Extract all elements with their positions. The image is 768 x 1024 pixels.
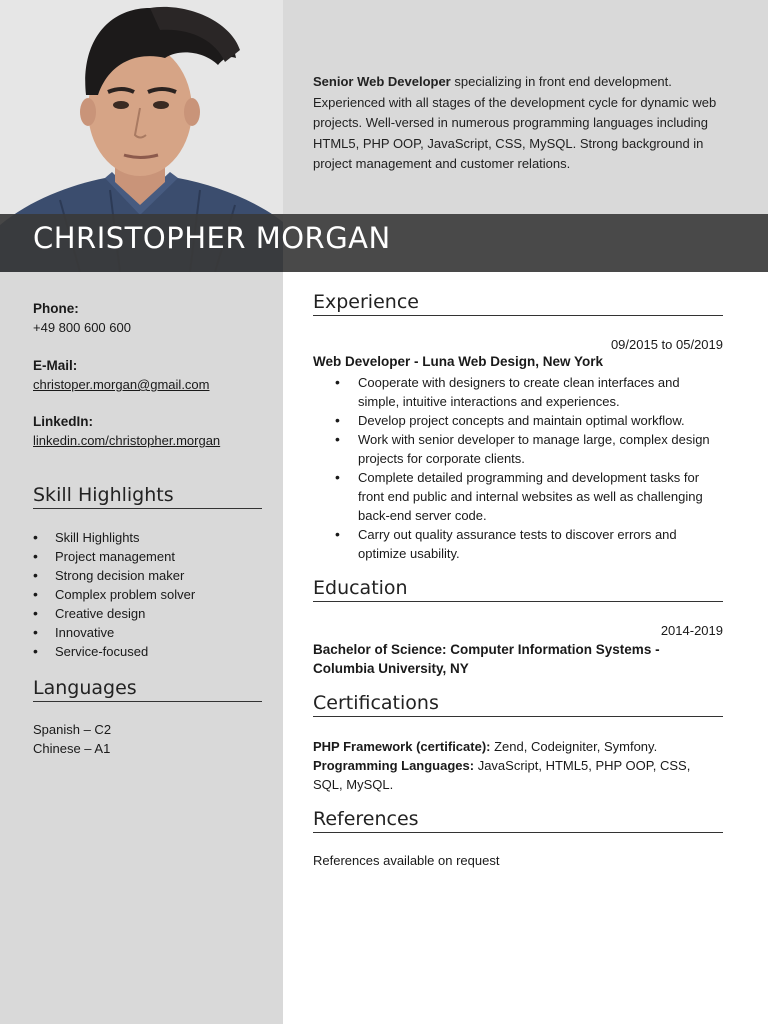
references-heading: References [313, 808, 723, 833]
certification-label: PHP Framework (certificate): [313, 739, 491, 754]
list-item: • Cooperate with designers to create clean interfaces and simple, intuitive interactions and experiences. [313, 373, 723, 411]
education-degree: Bachelor of Science: Computer Information Systems - Columbia University, NY [313, 642, 660, 676]
skills-heading: Skill Highlights [33, 484, 262, 509]
list-item: • Develop project concepts and maintain optimal workflow. [313, 411, 723, 430]
education-date: 2014-2019 [660, 623, 723, 638]
candidate-name: CHRISTOPHER MORGAN [33, 221, 391, 255]
certifications-heading: Certifications [313, 692, 723, 717]
duties-list [313, 373, 723, 563]
references-text: References available on request [313, 853, 500, 868]
linkedin-link[interactable]: linkedin.com/christopher.morgan [33, 433, 221, 448]
certification-entry [313, 737, 723, 756]
summary-text: specializing in front end development. Experienced with all stages of the development cycle for dynamic web projects. Well-versed in numerous programming languages including HTML5, PHP OOP, JavaScript, CSS, MySQL. Strong background in project management and customer relations. [313, 74, 717, 171]
certification-value: JavaScript, HTML5, PHP OOP, CSS, SQL, MySQL. [313, 758, 691, 792]
experience-heading: Experience [313, 291, 723, 316]
list-item: • Skill Highlights [33, 528, 195, 547]
experience-date: 09/2015 to 05/2019 [610, 337, 723, 352]
list-item: • Strong decision maker [33, 566, 195, 585]
language-item: Spanish – C2 [33, 722, 112, 737]
language-item: Chinese – A1 [33, 741, 111, 756]
job-title: Web Developer - Luna Web Design, New York [313, 354, 604, 369]
phone-value: +49 800 600 600 [33, 320, 131, 335]
certification-value: Zend, Codeigniter, Symfony. [490, 739, 658, 754]
phone-label: Phone: [33, 301, 79, 316]
list-item: • Creative design [33, 604, 195, 623]
list-item: • Service-focused [33, 642, 195, 661]
email-label: E-Mail: [33, 358, 78, 373]
education-heading: Education [313, 577, 723, 602]
profile-summary [313, 72, 723, 175]
skills-list [33, 528, 195, 661]
list-item: • Innovative [33, 623, 195, 642]
linkedin-label: LinkedIn: [33, 414, 93, 429]
list-item: • Project management [33, 547, 195, 566]
list-item: • Complex problem solver [33, 585, 195, 604]
certification-label: Programming Languages: [313, 758, 475, 773]
languages-heading: Languages [33, 677, 262, 702]
certification-entry [313, 756, 723, 794]
summary-lead: Senior Web Developer [313, 74, 451, 89]
email-link[interactable]: christoper.morgan@gmail.com [33, 377, 210, 392]
list-item: • Work with senior developer to manage large, complex design projects for corporate clients. [313, 430, 723, 468]
list-item: • Complete detailed programming and development tasks for front end public and internal websites as well as challenging back-end server code. [313, 468, 723, 525]
list-item: • Carry out quality assurance tests to discover errors and optimize usability. [313, 525, 723, 563]
